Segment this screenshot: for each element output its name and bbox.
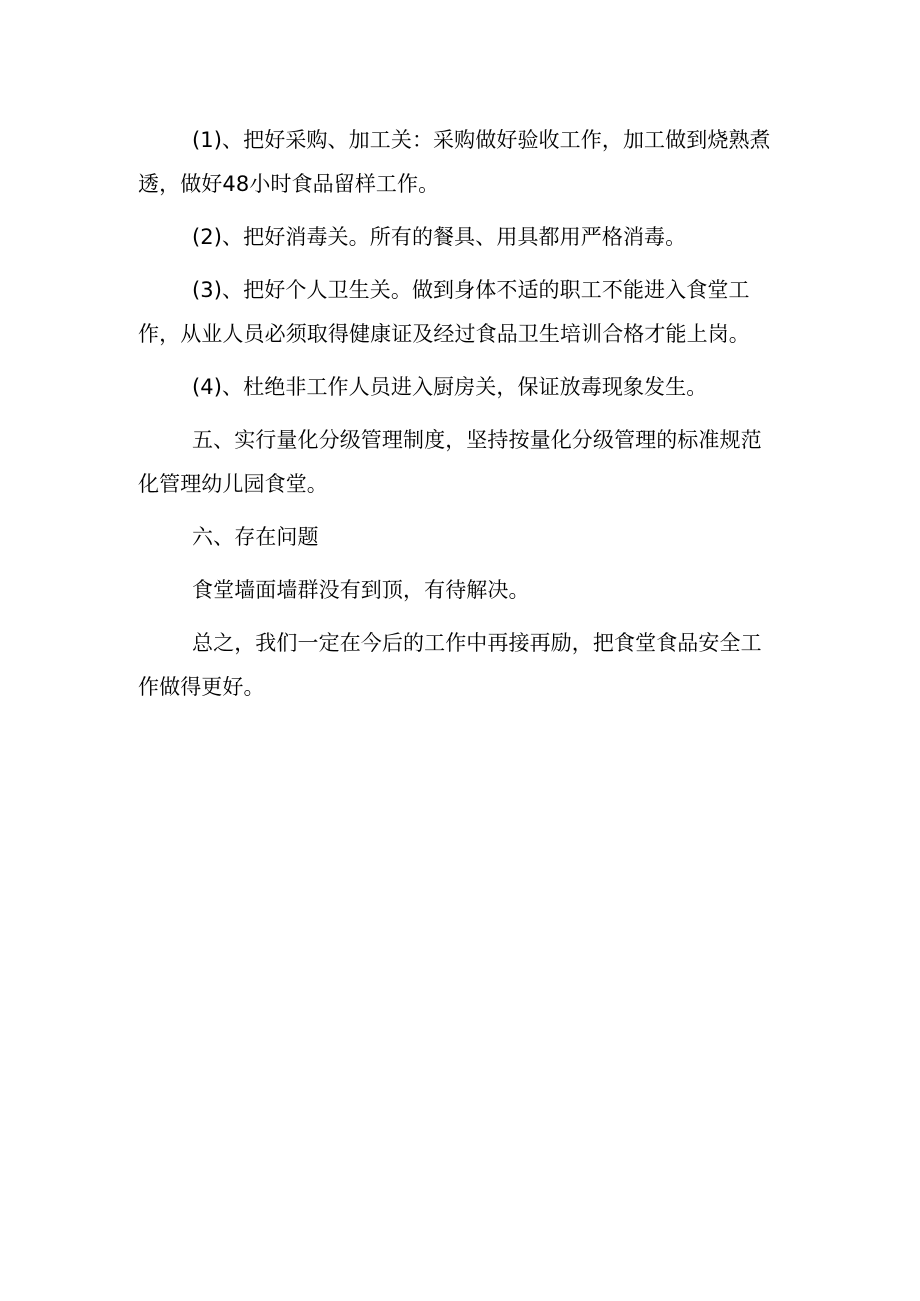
section-six-heading: 六、存在问题 — [192, 525, 319, 549]
paragraph-gap — [138, 612, 778, 621]
paragraph-gap — [138, 356, 778, 365]
paragraph-item-3: (3)、把好个人卫生关。做到身体不适的职工不能进入食堂工作，从业人员必须取得健康证及经过食品卫生培训合格才能上岗。 — [138, 278, 750, 346]
paragraph-gap — [138, 559, 778, 568]
issue-paragraph: 食堂墙面墙群没有到顶，有待解决。 — [192, 578, 530, 602]
conclusion-paragraph: 总之，我们一定在今后的工作中再接再励，把食堂食品安全工作做得更好。 — [138, 631, 762, 699]
paragraph-item-1: (1)、把好采购、加工关：采购做好验收工作，加工做到烧熟煮透，做好48小时食品留样工作。 — [138, 128, 771, 196]
section-five-paragraph: 五、实行量化分级管理制度，坚持按量化分级管理的标准规范化管理幼儿园食堂。 — [138, 428, 762, 496]
paragraph-gap — [138, 206, 778, 215]
document-body — [138, 118, 778, 709]
paragraph-gap — [138, 506, 778, 515]
paragraph-item-2: (2)、把好消毒关。所有的餐具、用具都用严格消毒。 — [192, 225, 687, 249]
paragraph-item-4: (4)、杜绝非工作人员进入厨房关，保证放毒现象发生。 — [192, 375, 708, 399]
paragraph-gap — [138, 409, 778, 418]
paragraph-gap — [138, 259, 778, 268]
